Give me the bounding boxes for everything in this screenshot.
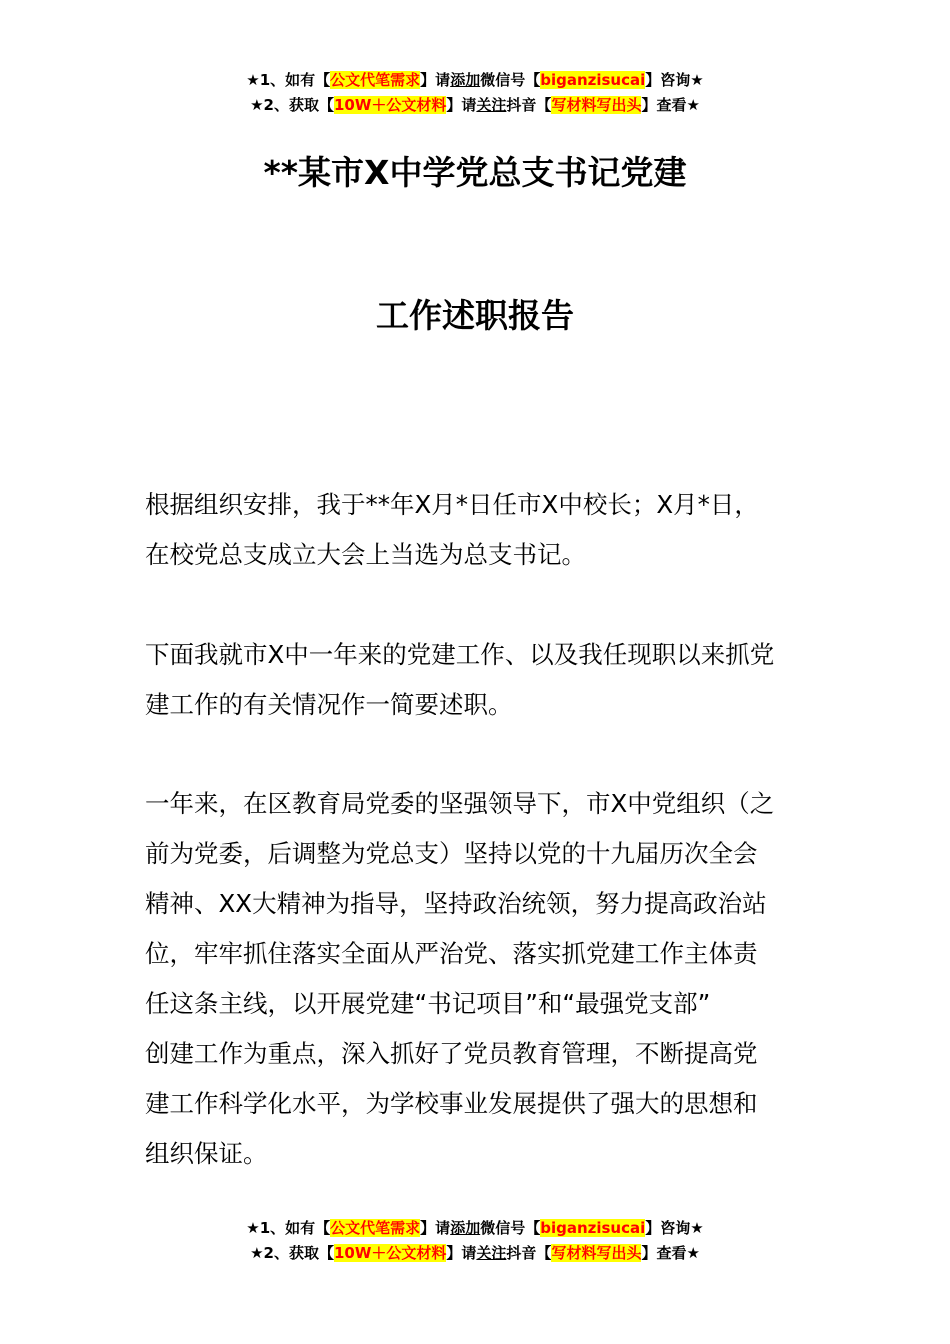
paragraph-line: 在校党总支成立大会上当选为总支书记。 bbox=[145, 540, 586, 569]
banner-text: ★2、获取【 bbox=[250, 1244, 334, 1262]
banner-underlined-text: 关注 bbox=[476, 1244, 507, 1262]
paragraph-line: 下面我就市X中一年来的党建工作、以及我任现职以来抓党 bbox=[145, 640, 775, 669]
banner-underlined-text: 关注 bbox=[476, 96, 507, 114]
paragraph-line: 前为党委，后调整为党总支）坚持以党的十九届历次全会 bbox=[145, 839, 758, 868]
banner-line-2 bbox=[0, 1241, 950, 1266]
banner-underlined-text: 添加 bbox=[450, 71, 481, 89]
banner-text: 】请 bbox=[420, 71, 451, 89]
paragraph-line: 精神、XX大精神为指导，坚持政治统领，努力提高政治站 bbox=[145, 889, 767, 918]
banner-line-1 bbox=[0, 1216, 950, 1241]
paragraph-1 bbox=[145, 480, 810, 580]
banner-text: 微信号【 bbox=[480, 1219, 541, 1237]
document-title-line-1: **某市X中学党总支书记党建 bbox=[263, 153, 687, 192]
header-banner bbox=[0, 68, 950, 118]
paragraph-3 bbox=[145, 779, 810, 1179]
banner-text: 】请 bbox=[446, 96, 477, 114]
paragraph-line: 建工作科学化水平，为学校事业发展提供了强大的思想和 bbox=[145, 1089, 758, 1118]
banner-text: 】咨询★ bbox=[645, 1219, 704, 1237]
banner-highlight: 公文代笔需求 bbox=[330, 1219, 421, 1237]
banner-line-2 bbox=[0, 93, 950, 118]
paragraph-line: 位，牢牢抓住落实全面从严治党、落实抓党建工作主体责 bbox=[145, 939, 758, 968]
banner-text: 】请 bbox=[420, 1219, 451, 1237]
banner-highlight: 10W＋公文材料 bbox=[333, 96, 447, 114]
banner-text: ★1、如有【 bbox=[246, 71, 331, 89]
paragraph-line: 任这条主线，以开展党建“书记项目”和“最强党支部” bbox=[145, 989, 711, 1018]
banner-underlined-text: 添加 bbox=[450, 1219, 481, 1237]
banner-text: ★1、如有【 bbox=[246, 1219, 331, 1237]
banner-highlight: biganzisucai bbox=[540, 71, 646, 89]
banner-text: 微信号【 bbox=[480, 71, 541, 89]
footer-banner bbox=[0, 1216, 950, 1266]
paragraph-2 bbox=[145, 630, 810, 730]
paragraph-line: 组织保证。 bbox=[145, 1139, 268, 1168]
banner-highlight: biganzisucai bbox=[540, 1219, 646, 1237]
banner-text: 】请 bbox=[446, 1244, 477, 1262]
banner-text: 抖音【 bbox=[506, 96, 552, 114]
paragraph-line: 根据组织安排，我于**年X月*日任市X中校长；X月*日， bbox=[145, 490, 759, 519]
paragraph-line: 一年来，在区教育局党委的坚强领导下，市X中党组织（之 bbox=[145, 789, 775, 818]
paragraph-line: 创建工作为重点，深入抓好了党员教育管理，不断提高党 bbox=[145, 1039, 758, 1068]
paragraph-line: 建工作的有关情况作一简要述职。 bbox=[145, 690, 513, 719]
banner-text: 】查看★ bbox=[641, 96, 700, 114]
document-title-line-2: 工作述职报告 bbox=[376, 296, 574, 335]
banner-highlight: 10W＋公文材料 bbox=[333, 1244, 447, 1262]
banner-text: ★2、获取【 bbox=[250, 96, 334, 114]
banner-text: 】咨询★ bbox=[645, 71, 704, 89]
banner-highlight: 写材料写出头 bbox=[551, 96, 642, 114]
banner-highlight: 写材料写出头 bbox=[551, 1244, 642, 1262]
banner-line-1 bbox=[0, 68, 950, 93]
banner-text: 】查看★ bbox=[641, 1244, 700, 1262]
banner-text: 抖音【 bbox=[506, 1244, 552, 1262]
banner-highlight: 公文代笔需求 bbox=[330, 71, 421, 89]
